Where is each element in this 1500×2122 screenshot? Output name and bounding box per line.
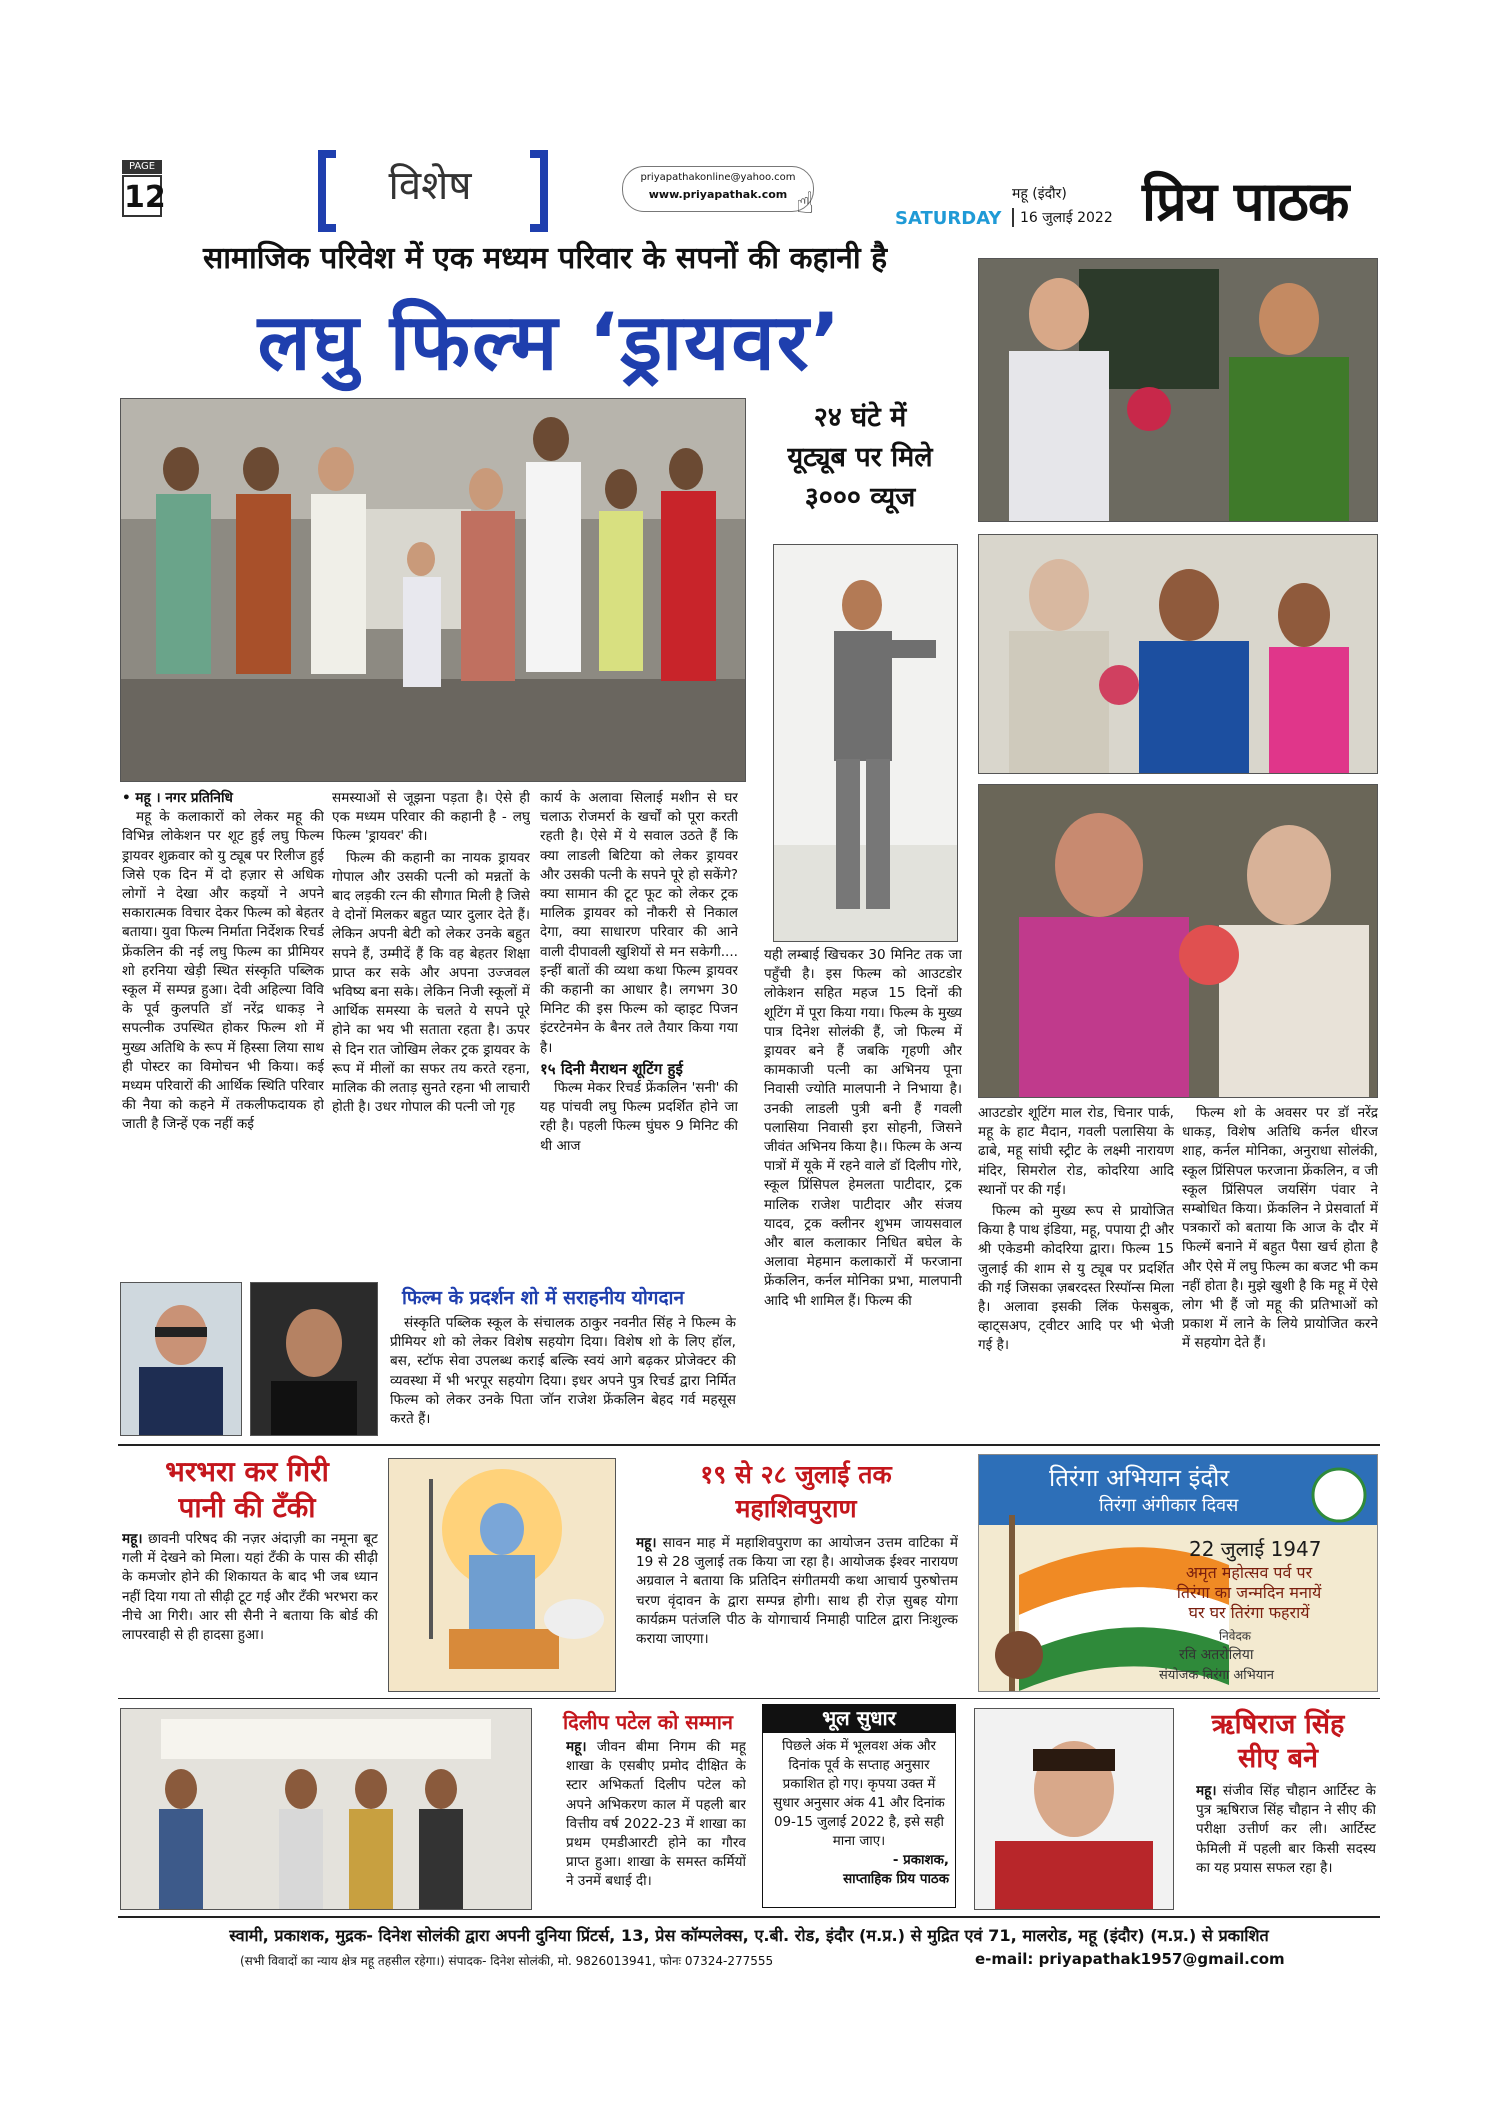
tiranga-line-3: घर घर तिरंगा फहरायें (1188, 1603, 1310, 1622)
lead-col-2 (332, 789, 530, 1269)
views-line-3: ३००० व्यूज (804, 482, 916, 513)
views-box (760, 398, 960, 518)
tiranga-requester-label: निवेदक (1219, 1629, 1252, 1643)
lead-col3-para: कार्य के अलावा सिलाई मशीन से घर चलाऊ रोजमर्रा के खर्चों को पूरा करती रहती है। ऐसे में ये सवाल उठते हैं कि क्या लाडली बिटिया को लेकर ड्रायवर और उसकी पत्नी के सपने पूरे हो सकेंगे? क्या सामान की टूट फूट को लेकर ट्रक मालिक ड्रायवर को नौकरी से निकाल देगा, क्या साधारण परिवार की आने वाली दीपावली खुशियों से मन सकेगी.... इन्हीं बातों की व्यथा कथा फिल्म ड्रायवर की कहानी का आधार है। लगभग 30 मिनिट की इस फिल्म को व्हाइट पिजन इंटरटेनमेन के बैनर तले तैयार किया गया है। (540, 790, 738, 1056)
lead-subhead: १५ दिनी मैराथन शूटिंग हुई (540, 1059, 683, 1078)
tank-text (122, 1530, 378, 1700)
contact-email: priyapathakonline@yahoo.com (640, 172, 796, 183)
tank-body: छावनी परिषद की नज़र अंदाज़ी का नमूना बूट गली में देखने को मिला। यहां टँकी के पास की सीढ़ी के कमजोर होने की शिकायत के बाद भी जब ध्यान नहीं दिया गया तो सीढ़ी टूट गई और टँकी भरभरा कर नीचे आ गिरी। आर सी सैनी ने बताया कि बोर्ड की लापरवाही से ही हादसा हुआ। (122, 1531, 378, 1644)
lead-col-4 (764, 946, 962, 1428)
tiranga-org: संयोजक तिरंगा अभियान (1159, 1668, 1274, 1683)
bouquet-photo-1 (978, 258, 1378, 522)
tiranga-line-1: अमृत महोत्सव पर्व पर (1185, 1563, 1313, 1582)
shiv-headline-1: १९ से २८ जुलाई तक (700, 1460, 892, 1489)
lead-col-3 (540, 789, 738, 1259)
lead-col3-para-2: फिल्म मेकर रिचर्ड फ्रेंकलिन 'सनी' की यह पांचवी लघु फिल्म प्रदर्शित होने जा रही है। पहली फिल्म घुंघरु 9 मिनिट की थी आज (540, 1080, 738, 1154)
tank-headline (122, 1454, 372, 1526)
footer-imprint: स्वामी, प्रकाशक, मुद्रक- दिनेश सोलंकी द्वारा अपनी दुनिया प्रिंटर्स, 13, प्रेस कॉम्पलेक्स, ए.बी. रोड, इंदौर (म.प्र.) से मुद्रित एवं 71, मालरोड, महू (इंदौर) (म.प्र.) से प्रकाशित (229, 1926, 1269, 1945)
bouquet-photo-3 (978, 784, 1378, 1098)
views-line-2: यूट्यूब पर मिले (787, 442, 933, 473)
lead-col2-para-1: समस्याओं से जूझना पड़ता है। ऐसे ही एक मध्यम परिवार की कहानी है - लघु फिल्म 'ड्रायवर' की। (332, 790, 530, 845)
lead-kicker: सामाजिक परिवेश में एक मध्यम परिवार के सपनों की कहानी है (202, 241, 888, 276)
lead-col1-para: महू के कलाकारों को लेकर महू की विभिन्न लोकेशन पर शूट हुई लघु फिल्म ड्रायवर शुक्रवार को यु ट्यूब पर रिलीज हुई जिसे एक दिन में दो हज़ार से अधिक लोगों ने देखा और कइयों ने अपने सकारात्मक विचार देकर फिल्म को बेहतर बताया। युवा फिल्म निर्माता निर्देशक रिचर्ड फ्रेंकलिन की नई लघु फिल्म का प्रीमियर शो हरनिया खेड़ी स्थित संस्कृति पब्लिक स्कूल में सम्पन्न हुआ। देवी अहिल्या विवि के पूर्व कुलपति डॉ नरेंद्र धाकड़ ने सपत्नीक उपस्थित होकर फिल्म शो में मुख्य अतिथि के रूप में हिस्सा लिया साथ ही पोस्टर का विमोचन भी किया। कई मध्यम परिवारों की आर्थिक स्थिति परिवार की नैया को कहने में तकलीफदायक हो जाती है जिन्हें एक नहीं कई (122, 809, 324, 1133)
tank-headline-1: भरभरा कर गिरी (165, 1455, 329, 1488)
shiv-dateline: महू। (636, 1535, 657, 1551)
lead-col-5 (978, 1104, 1174, 1434)
correction-sign-1: - प्रकाशक, (892, 1853, 949, 1868)
footer-rule (118, 1916, 1380, 1918)
tiranga-line-2: तिरंगा का जन्मदिन मनायें (1176, 1583, 1322, 1602)
shiv-headline (626, 1458, 966, 1526)
rishi-headline-1: ऋषिराज सिंह (1211, 1709, 1345, 1740)
tiranga-ad (978, 1454, 1378, 1692)
views-line-1: २४ घंटे में (813, 402, 907, 433)
sponsor-portrait-2 (250, 1282, 378, 1436)
pointing-hand-icon: ☝ (796, 186, 815, 221)
lead-actor-photo (773, 544, 958, 942)
rishi-body: संजीव सिंह चौहान आर्टिस्ट के पुत्र ऋषिराज सिंह चौहान ने सीए की परीक्षा उत्तीर्ण कर ली। आर्टिस्ट फेमिली में पहली बार किसी सदस्य का यह प्रयास सफल रहा है। (1196, 1783, 1376, 1876)
bouquet-photo-2 (978, 534, 1378, 774)
section-bracket-right (530, 150, 548, 232)
tank-headline-2: पानी की टँकी (178, 1491, 316, 1524)
shiv-text (636, 1534, 958, 1694)
issue-place: महू (इंदौर) (1012, 186, 1067, 202)
dilip-text (566, 1738, 746, 1908)
correction-sign-2: साप्ताहिक प्रिय पाठक (843, 1872, 949, 1887)
issue-day: SATURDAY (895, 208, 1002, 229)
correction-text: पिछले अंक में भूलवश अंक और दिनांक पूर्व के सप्ताह अनुसार प्रकाशित हो गए। कृपया उक्त में सुधार अनुसार अंक 41 और दिनांक 09-15 जुलाई 2022 है, इसे सही माना जाए। (773, 1739, 945, 1849)
lead-col5-para-1: आउटडोर शूटिंग माल रोड, चिनार पार्क, महू के हाट मैदान, गवली पलासिया के ढाबे, महू सांघी स्ट्रीट के लक्ष्मी नारायण मंदिर, सिमरोल रोड, कोदरिया आदि स्थानों पर की गई। (978, 1105, 1174, 1198)
sidebar-text (390, 1314, 736, 1434)
rishi-text (1196, 1782, 1376, 1908)
lead-col2-para-2: फिल्म की कहानी का नायक ड्रायवर गोपाल और उसकी पत्नी को मन्नतों के बाद लड़की रत्न की सौगात मिली है जिसे वे दोनों मिलकर बहुत प्यार दुलार देते हैं। लेकिन अपनी बेटी को लेकर उनके बहुत सपने हैं, उम्मीदें हैं कि वह बेहतर शिक्षा प्राप्त कर सके और अपना उज्जवल भविष्य बना सके। लेकिन निजी स्कूलों में आर्थिक समस्या के चलते ये सपने पूरे होने का भय भी सताता रहता है। ऊपर से दिन रात जोखिम लेकर ट्रक ड्रायवर के रूप में मीलों का सफर तय करते रहना, मालिक की लताड़ सुनते रहना भी लाचारी होती है। उधर गोपाल की पत्नी जो गृह (332, 849, 530, 1116)
lead-headline: लघु फिल्म ‘ड्रायवर’ (257, 298, 843, 388)
tiranga-title: तिरंगा अभियान इंदौर (1049, 1464, 1230, 1492)
lead-bottom-rule (118, 1444, 1380, 1446)
mid-bottom-rule (118, 1698, 1380, 1699)
shiv-headline-2: महाशिवपुराण (735, 1494, 857, 1523)
lead-col-6 (1182, 1104, 1378, 1434)
sidebar-para: संस्कृति पब्लिक स्कूल के संचालक ठाकुर नवनीत सिंह ने फिल्म के प्रीमियर शो को लेकर विशेष सहयोग दिया। विशेष शो के लिए हॉल, बस, स्टॉफ सेवा उपलब्ध कराई बल्कि स्वयं आगे बढ़कर प्रोजेक्टर की व्यवस्था में भी भरपूर सहयोग दिया। इधर अपने पुत्र रिचर्ड द्वारा निर्मित फिल्म को लेकर उनके पिता जॉन राजेश फ्रेंकलिन बेहद गर्व महसूस करते हैं। (390, 1315, 736, 1428)
rishi-headline (1180, 1708, 1376, 1776)
rishi-headline-2: सीए बने (1238, 1743, 1318, 1774)
paper-name-logo: प्रिय पाठक (1142, 170, 1349, 233)
section-title: विशेष (388, 163, 472, 209)
lead-col4-para: यही लम्बाई खिचकर 30 मिनिट तक जा पहुँची है। इस फिल्म को आउटडोर लोकेशन सहित महज 15 दिनों की शूटिंग में पूरा किया गया। फिल्म के मुख्य पात्र दिनेश सोलंकी हैं, जो फिल्म में ड्रायवर बने हैं जबकि गृहणी और कामकाजी पत्नी का अभिनय पूना निवासी ज्योति मालपानी ने निभाया है। उनकी लाडली पुत्री बनी हैं गवली पलासिया निवासी इरा सोहनी, जिसने जीवंत अभिनय किया है।। फिल्म के अन्य पात्रों में यूके में रहने वाले डॉ दिलीप गोरे, स्कूल प्रिंसिपल हेमलता पाटीदार, ट्रक मालिक राजेश पाटीदार और संजय यादव, ट्रक क्लीनर शुभम जायसवाल और बाल कलाकार निधित बघेल के अलावा मेहमान कलाकारों में फरजाना फ्रेंकलिन, कर्नल मोनिका प्रभा, मालपानी आदि भी शामिल हैं। फिल्म की (764, 947, 962, 1309)
award-photo (120, 1708, 532, 1910)
rishiraj-photo (974, 1708, 1174, 1910)
tiranga-date: 22 जुलाई 1947 (1189, 1537, 1322, 1561)
dilip-body: जीवन बीमा निगम की महू शाखा के एसबीए प्रमोद दीक्षित के स्टार अभिकर्ता दिलीप पटेल को अपने अभिकरण काल में पहली बार वित्तीय वर्ष 2022-23 में शाखा का प्रथम एमडीआरटी होने का गौरव प्राप्त हुआ। शाखा के समस्त कर्मियों ने उनमें बधाई दी। (566, 1739, 746, 1890)
correction-box (762, 1732, 956, 1908)
tiranga-subtitle: तिरंगा अंगीकार दिवस (1099, 1495, 1239, 1516)
issue-date: 16 जुलाई 2022 (1012, 208, 1113, 227)
shiva-image (388, 1458, 616, 1692)
lead-col5-para-2: फिल्म को मुख्य रूप से प्रायोजित किया है पाथ इंडिया, महू, पपाया ट्री और श्री एकेडमी कोदरिया द्वारा। फिल्म 15 जुलाई की शाम से यु ट्यूब पर प्रदर्शित की गई जिसका ज़बरदस्त रिस्पॉन्स मिला है। अलावा इसकी लिंक फेसबुक, व्हाट्सअप, ट्वीटर आदि पर भी भेजी गई है। (978, 1203, 1174, 1354)
section-bracket-left (318, 150, 336, 232)
sponsor-portrait-1 (120, 1282, 242, 1436)
tiranga-requester: रवि अतरोलिया (1179, 1647, 1254, 1663)
lead-col6-para: फिल्म शो के अवसर पर डॉ नरेंद्र धाकड़, विशेष अतिथि कर्नल धीरज शाह, कर्नल मोनिका, अनुराधा सोलंकी, स्कूल प्रिंसिपल फरजाना फ्रेंकलिन, व जी स्कूल प्रिंसिपल जयसिंग पंवार ने सम्बोधित किया। फ्रेंकलिन ने प्रेसवार्ता में पत्रकारों को बताया कि आज के दौर में फिल्में बनाने में बहुत पैसा खर्च होता है और ऐसे में लघु फिल्म का बजट भी कम नहीं होता है। मुझे खुशी है कि महू में ऐसे लोग भी हैं जो महू की प्रतिभाओं को प्रकाश में लाने के लिये प्रायोजित करने में सहयोग देते हैं। (1182, 1105, 1378, 1352)
shiv-body: सावन माह में महाशिवपुराण का आयोजन उत्तम वाटिका में 19 से 28 जुलाई तक किया जा रहा है। आयोजक ईश्वर नारायण अग्रवाल ने बताया कि प्रतिदिन संगीतमयी कथा आचार्य पुरुषोत्तम चरण वृंदावन के द्वारा सम्पन्न होगी। साथ ही रोज़ सुबह योगा कार्यक्रम पतंजलि पीठ के योगाचार्य निमाही पाटिल द्वारा निःशुल्क कराया जाएगा। (636, 1535, 958, 1648)
contact-website[interactable]: www.priyapathak.com (648, 188, 788, 201)
tiranga-lines (1129, 1563, 1369, 1623)
correction-title: भूल सुधार (762, 1704, 956, 1732)
dilip-dateline: महू। (566, 1739, 587, 1755)
page-label: PAGE (122, 160, 162, 174)
footer-editor: (सभी विवादों का न्याय क्षेत्र महू तहसील रहेगा।) संपादक- दिनेश सोलंकी, मो. 9826013941, फोनः 07324-277555 (240, 1954, 774, 1968)
page-number: 12 (122, 175, 162, 217)
tank-dateline: महू। (122, 1531, 143, 1547)
rishi-dateline: महू। (1196, 1783, 1217, 1799)
sidebar-title: फिल्म के प्रदर्शन शो में सराहनीय योगदान (402, 1287, 685, 1309)
dilip-headline: दिलीप पटेल को सम्मान (562, 1710, 734, 1734)
footer-email[interactable]: e-mail: priyapathak1957@gmail.com (975, 1950, 1285, 1968)
lead-col-1 (122, 789, 324, 1269)
lead-dateline: • महू । नगर प्रतिनिधि (122, 789, 324, 808)
premiere-group-photo (120, 398, 746, 782)
